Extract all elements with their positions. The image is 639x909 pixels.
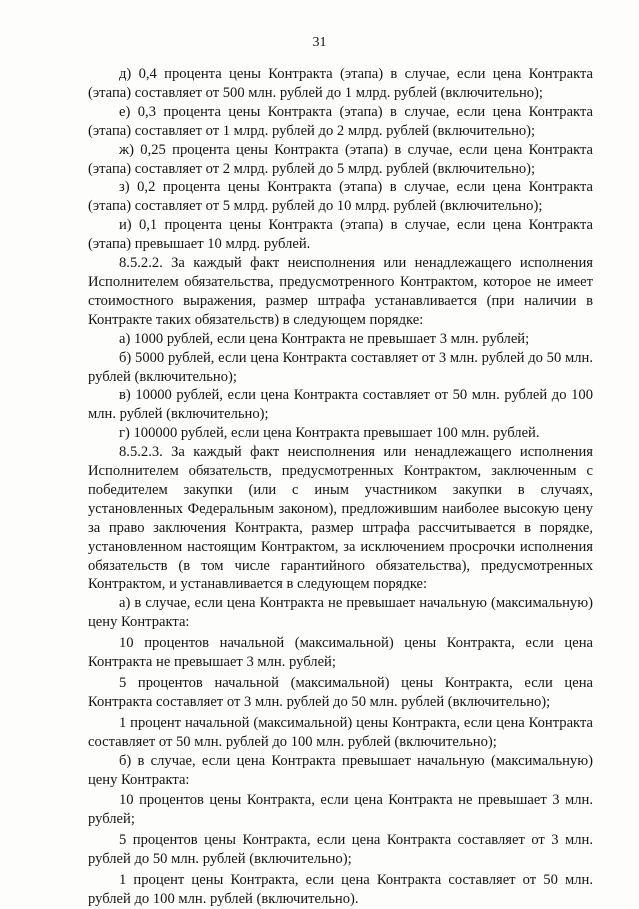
clause-8-5-2-3-b-item-1: 10 процентов цены Контракта, если цена Контракта не превышает 3 млн. рублей; xyxy=(88,792,593,828)
clause-8-5-2-3-a-item-1: 10 процентов начальной (максимальной) цены Контракта, если цена Контракта не превышает 3 млн. рублей; xyxy=(88,635,593,671)
clause-8-5-2-2: 8.5.2.2. За каждый факт неисполнения или ненадлежащего исполнения Исполнителем обязательства, предусмотренного Контрактом, которое не имеет стоимостного выражения, размер штрафа устанавливается (при наличии в Контракте таких обязательств) в следующем порядке: xyxy=(88,255,593,328)
document-body xyxy=(88,65,593,909)
clause-8-5-2-3-b: б) в случае, если цена Контракта превышает начальную (максимальную) цену Контракта: xyxy=(88,752,593,788)
clause-8-5-2-3-a-item-3: 1 процент начальной (максимальной) цены Контракта, если цена Контракта составляет от 50 млн. рублей до 100 млн. рублей (включительно); xyxy=(88,714,593,750)
paragraph-z: з) 0,2 процента цены Контракта (этапа) в случае, если цена Контракта (этапа) составляет от 5 млрд. рублей до 10 млрд. рублей (включительно); xyxy=(88,179,593,215)
page-number: 31 xyxy=(312,35,327,50)
clause-8-5-2-2-g: г) 100000 рублей, если цена Контракта превышает 100 млн. рублей. xyxy=(119,425,540,442)
paragraph-e: е) 0,3 процента цены Контракта (этапа) в случае, если цена Контракта (этапа) составляет от 1 млрд. рублей до 2 млрд. рублей (включительно); xyxy=(88,103,593,139)
clause-8-5-2-3-b-item-3: 1 процент цены Контракта, если цена Контракта составляет от 50 млн. рублей до 100 млн. рублей (включительно). xyxy=(88,872,593,907)
paragraph-i: и) 0,1 процента цены Контракта (этапа) в случае, если цена Контракта (этапа) превышает 10 млрд. рублей. xyxy=(88,217,593,253)
clause-8-5-2-2-b: б) 5000 рублей, если цена Контракта составляет от 3 млн. рублей до 50 млн. рублей (включительно); xyxy=(88,349,593,385)
paragraph-zh: ж) 0,25 процента цены Контракта (этапа) в случае, если цена Контракта (этапа) составляет от 2 млрд. рублей до 5 млрд. рублей (включительно); xyxy=(88,141,593,177)
clause-8-5-2-3-a-item-2: 5 процентов начальной (максимальной) цены Контракта, если цена Контракта составляет от 3 млн. рублей до 50 млн. рублей (включительно); xyxy=(88,675,593,710)
clause-8-5-2-3-a: а) в случае, если цена Контракта не превышает начальную (максимальную) цену Контракта: xyxy=(88,595,593,631)
clause-8-5-2-3-b-item-2: 5 процентов цены Контракта, если цена Контракта составляет от 3 млн. рублей до 50 млн. рублей (включительно); xyxy=(88,832,593,868)
clause-8-5-2-2-v: в) 10000 рублей, если цена Контракта составляет от 50 млн. рублей до 100 млн. рублей (включительно); xyxy=(88,387,593,423)
clause-8-5-2-2-a: а) 1000 рублей, если цена Контракта не превышает 3 млн. рублей; xyxy=(119,330,530,347)
paragraph-d: д) 0,4 процента цены Контракта (этапа) в случае, если цена Контракта (этапа) составляет от 500 млн. рублей до 1 млрд. рублей (включительно); xyxy=(88,66,593,101)
clause-8-5-2-3: 8.5.2.3. За каждый факт неисполнения или ненадлежащего исполнения Исполнителем обязательств, предусмотренных Контрактом, заключенным с победителем закупки (или с иным участником закупки в случаях, установленных Федеральным законом), предложившим наиболее высокую цену за право заключения Контракта, размер штрафа рассчитывается в порядке, установленном настоящим Контрактом, за исключением просрочки исполнения обязательств (в том числе гарантийного обязательства), предусмотренных Контрактом, и устанавливается в следующем порядке: xyxy=(88,444,593,593)
